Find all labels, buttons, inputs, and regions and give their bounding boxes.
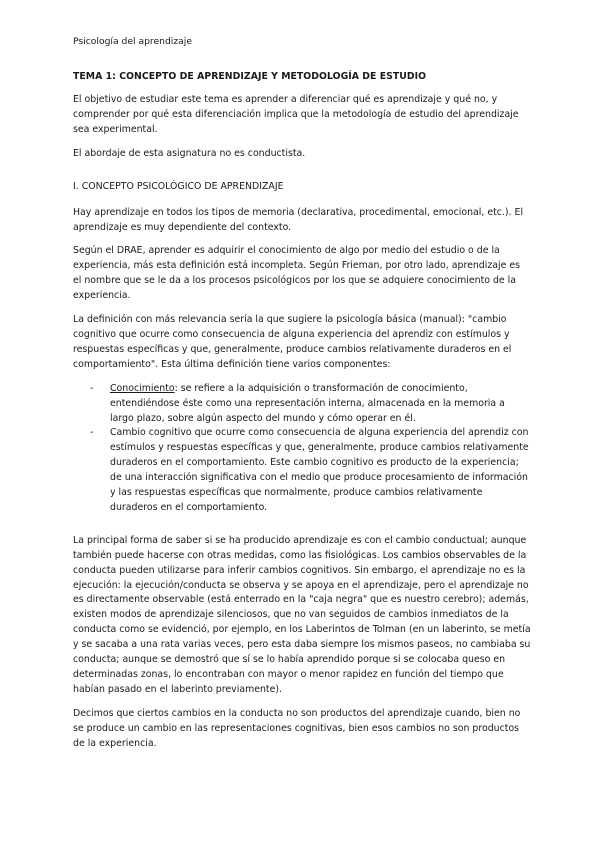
list-item <box>73 426 531 515</box>
intro-paragraph-1: El objetivo de estudiar este tema es aprender a diferenciar qué es aprendizaje y qué no, y comprender por qué esta diferenciación implica que la metodología de estudio del aprendizaje sea experimental. <box>73 94 519 135</box>
paragraph-definition: La definición con más relevancia sería la que sugiere la psicología básica (manual): "cambio cognitivo que ocurre como consecuencia de alguna experiencia del aprendiz con estímulos y respuestas específicas y que, generalmente, produce cambios relativamente duraderos en el comportamiento". Esta última definición tiene varios componentes: <box>73 314 512 370</box>
intro-paragraph-2: El abordaje de esta asignatura no es conductista. <box>73 147 306 159</box>
term-underlined: Conocimiento <box>110 382 175 394</box>
paragraph-non-learning: Decimos que ciertos cambios en la conducta no son productos del aprendizaje cuando, bien no se produce un cambio en las representaciones cognitivas, bien esos cambios no son productos de la experiencia. <box>73 707 521 749</box>
list-dash: - <box>90 427 94 439</box>
paragraph-drae: Según el DRAE, aprender es adquirir el conocimiento de algo por medio del estudio o de la experiencia, más esta definición está incompleta. Según Frieman, por otro lado, aprendizaje es el nombre que se le da a los procesos psicológicos por los que se adquiere conocimiento de la experiencia. <box>73 245 521 302</box>
section-heading: I. CONCEPTO PSICOLÓGICO DE APRENDIZAJE <box>73 180 284 192</box>
paragraph-behavior-change: La principal forma de saber si se ha producido aprendizaje es con el cambio conductual; aunque también puede hacerse con otras medidas, como las fisiológicas. Los cambios observables de la conducta pueden utilizarse para inferir cambios cognitivos. Sin embargo, el aprendizaje no es la ejecución: la ejecución/conducta se observa y se apoya en el aprendizaje, pero el aprendizaje no es directamente observable (está enterrado en la "caja negra" que es nuestro cerebro); además, existen modos de aprendizaje silenciosos, que no van seguidos de cambios inmediatos de la conducta como se evidenció, por ejemplo, en los Laberintos de Tolman (en un laberinto, se metía y se sacaba a una rata varias veces, pero esta daba siempre los mismos paseos, no cambiaba su conducta; aunque se demostró que sí se lo había aprendido porque si se colocaba queso en determinadas zonas, lo encontraban con mayor o menor rapidez en función del tiempo que habían pasado en el laberinto previamente). <box>73 534 531 695</box>
running-header: Psicología del aprendizaje <box>73 36 193 47</box>
paragraph-memory: Hay aprendizaje en todos los tipos de memoria (declarativa, procedimental, emocional, etc.). El aprendizaje es muy dependiente del contexto. <box>73 206 524 233</box>
list-dash: - <box>90 382 94 394</box>
chapter-title: TEMA 1: CONCEPTO DE APRENDIZAJE Y METODOLOGÍA DE ESTUDIO <box>73 71 427 82</box>
components-list <box>73 382 531 516</box>
list-item-text: : se refiere a la adquisición o transformación de conocimiento, entendiéndose éste como una representación interna, almacenada en la memoria a largo plazo, sobre algún aspecto del mundo y cómo operar en él. <box>110 382 505 424</box>
document-page <box>73 36 531 761</box>
list-item-text: Cambio cognitivo que ocurre como consecuencia de alguna experiencia del aprendiz con estímulos y respuestas específicas y que, generalmente, produce cambios relativamente duraderos en el comportamiento. Este cambio cognitivo es producto de la experiencia; de una interacción significativa con el medio que produce procesamiento de información y las respuestas específicas que normalmente, produce cambios relativamente duraderos en el comportamiento. <box>110 427 529 513</box>
list-item <box>73 382 531 427</box>
